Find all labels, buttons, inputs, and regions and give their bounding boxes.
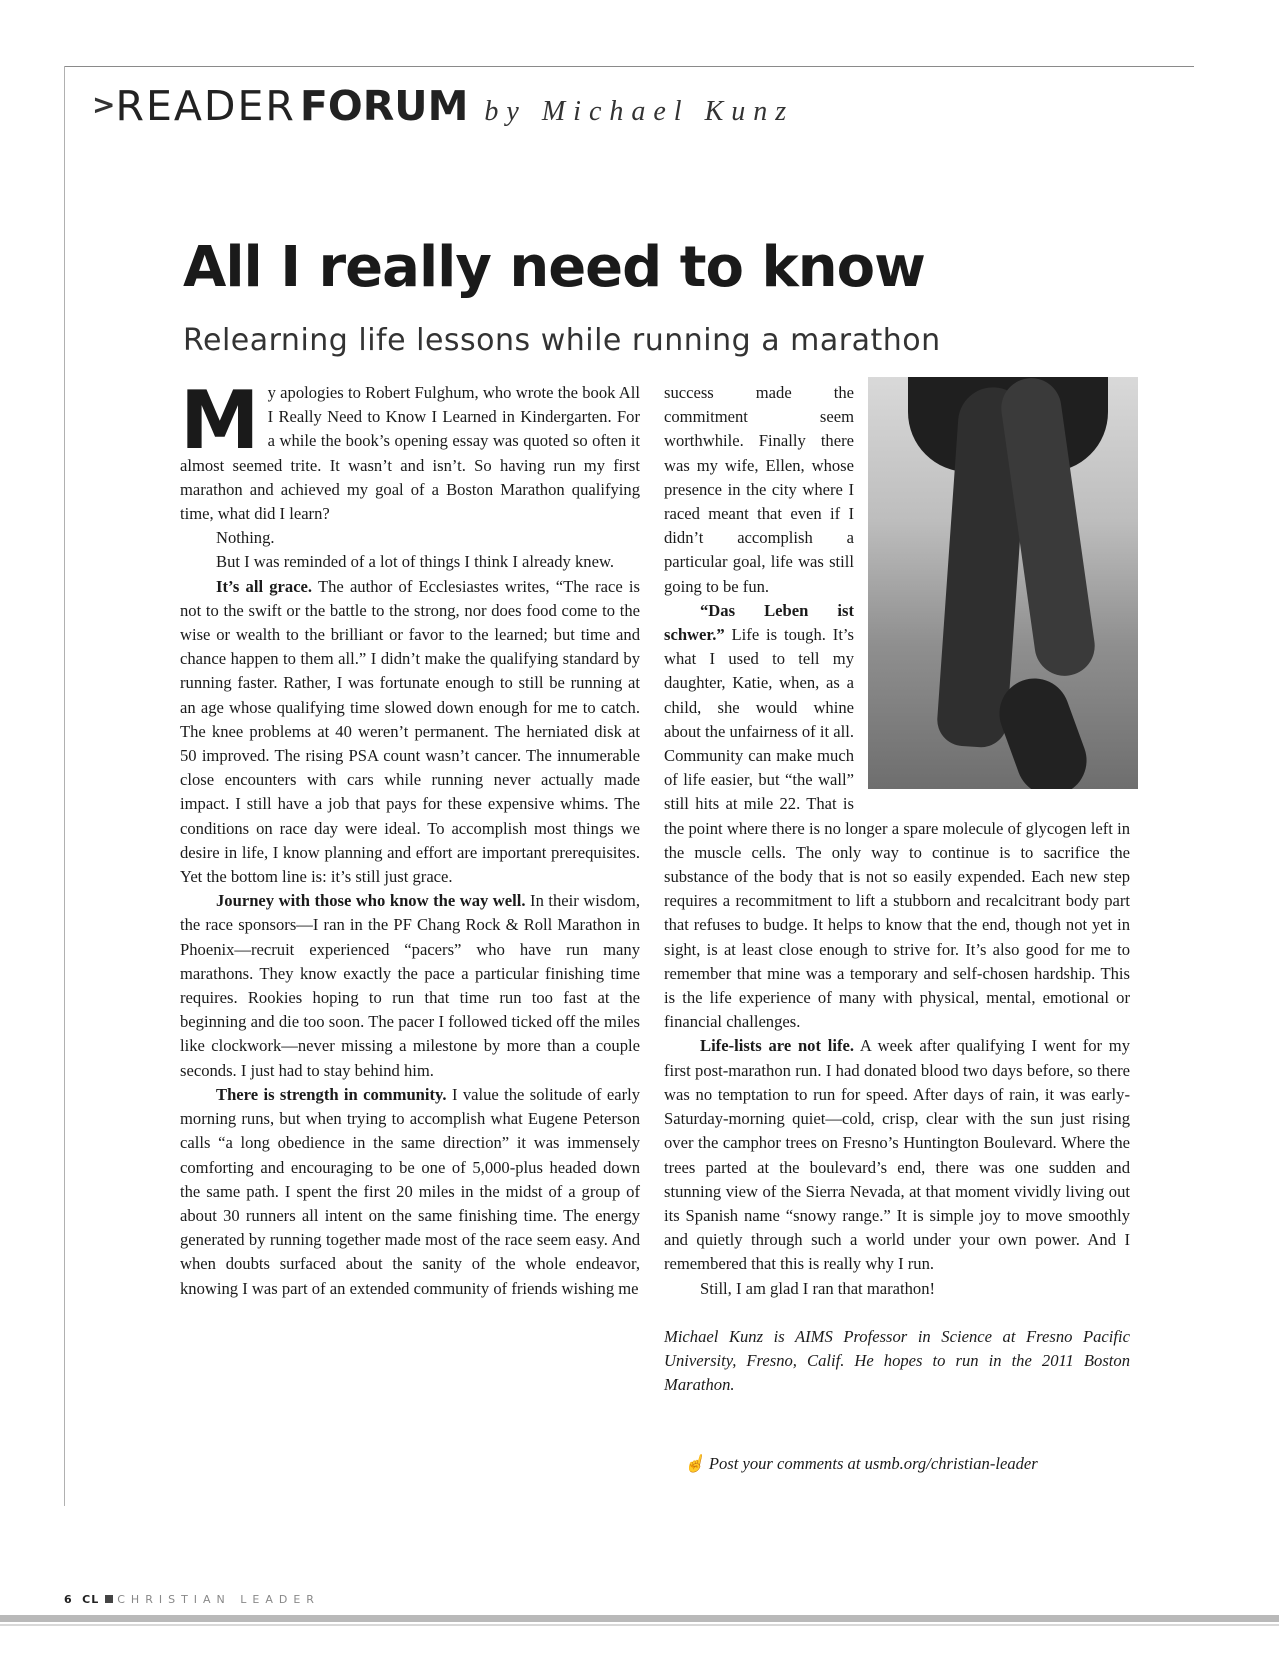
- article-subhead: Relearning life lessons while running a marathon: [183, 323, 941, 358]
- paragraph: [664, 1034, 1130, 1276]
- paragraph-text: I value the solitude of early morning runs, but when trying to accomplish what Eugene Peterson calls “a long obedience in the same direction” it was immensely comforting and encouraging to be one of 5,000-plus headed down the same path. I spent the first 20 miles in the midst of a group of about 30 runners all intent on the same finishing time. The energy generated by running together made most of the race seem easy. And when doubts surfaced about the sanity of the whole endeavor, knowing I was part of an extended community of friends wishing me: [180, 1084, 641, 1298]
- section-header: [92, 82, 795, 130]
- paragraph: [180, 1083, 640, 1301]
- paragraph: [180, 889, 640, 1083]
- paragraph-intro: [180, 374, 640, 526]
- paragraph-text: y apologies to Robert Fulghum, who wrote the book All I Really Need to Know I Learned in Kindergarten. For a while the book’s opening essay was quoted so often it almost seemed trite. It wasn’t and isn’t. So having run my first marathon and achieved my goal of a Boston Marathon qualifying time, what did I learn?: [180, 383, 640, 524]
- section-label-forum: FORUM: [299, 82, 469, 130]
- paragraph-lead: Journey with those who know the way well.: [216, 891, 526, 911]
- comment-link-text: Post your comments at usmb.org/christian-leader: [708, 1454, 1038, 1473]
- author-bio: Michael Kunz is AIMS Professor in Science at Fresno Pacific University, Fresno, Calif. He hopes to run in the 2011 Boston Marathon.: [664, 1326, 1130, 1395]
- page-footer: [64, 1593, 320, 1606]
- paragraph-text: In their wisdom, the race sponsors—I ran in the PF Chang Rock & Roll Marathon in Phoenix—recruit experienced “pacers” who have run many marathons. They know exactly the pace a particular finishing time requires. Rookies hoping to run that time run too fast at the beginning and die too soon. The pacer I followed ticked off the miles like clockwork—never missing a milestone by more than a couple seconds. I just had to stay behind him.: [180, 891, 640, 1080]
- runner-photo: [868, 377, 1138, 789]
- paragraph-text: Life is tough. It’s what I used to tell my daughter, Katie, when, as a child, she would whine about the unfairness of it all. Community can make much of life easier, but “the wall” still hits at mile 22. That is the point where there is no longer a spare molecule of glycogen left in the muscle cells. The only way to continue is to sacrifice the substance of the body that is not so easily expended. Each new step requires a recommitment to lift a stubborn and recalcitrant body part that refuses to budge. It helps to know that the end, though not yet in sight, is at least close enough to strive for. It’s also good for me to remember that mine was a temporary and self-chosen hardship. This is the life experience of many with physical, mental, emotional or financial challenges.: [664, 625, 1130, 1032]
- bottom-bar-thin: [0, 1624, 1279, 1626]
- section-arrow: >: [92, 88, 116, 121]
- mouse-icon: ☝: [684, 1454, 705, 1473]
- paragraph-text: A week after qualifying I went for my first post-marathon run. I had donated blood two days before, so there was no temptation to run for speed. After days of rain, it was early-Saturday-morning quiet—cold, crisp, clear with the sun just rising over the camphor trees on Fresno’s Huntington Boulevard. Where the trees parted at the boulevard’s end, there was one sudden and stunning view of the Sierra Nevada, at that moment vividly living out its Spanish name “snowy range.” It is simple joy to move smoothly and quietly through such a world under your own power. And I remembered that this is really why I run.: [664, 1036, 1130, 1274]
- paragraph: success made the commitment seem worthwhile. Finally there was my wife, Ellen, whose presence in the city where I raced meant that even if I didn’t accomplish a particular goal, life was still going to be fun.: [664, 383, 854, 596]
- author-byline: by Michael Kunz: [484, 96, 795, 127]
- paragraph: [180, 575, 640, 890]
- article-column-left: [180, 374, 641, 1301]
- drop-cap: M: [180, 374, 260, 467]
- square-icon: [105, 1595, 113, 1603]
- paragraph-lead: There is strength in community.: [216, 1084, 447, 1104]
- comment-link[interactable]: [684, 1454, 1038, 1474]
- footer-title: CHRISTIAN LEADER: [117, 1593, 320, 1606]
- article-column-right: [664, 381, 1130, 1397]
- paragraph: Nothing.: [216, 528, 275, 548]
- paragraph-lead: “Das Leben ist schwer.”: [664, 600, 854, 645]
- left-rule: [64, 66, 65, 1506]
- footer-logo: CL: [82, 1593, 100, 1606]
- paragraph: But I was reminded of a lot of things I think I already knew.: [216, 552, 614, 572]
- paragraph-lead: It’s all grace.: [216, 576, 313, 596]
- paragraph-lead: Life-lists are not life.: [700, 1036, 855, 1056]
- bottom-bar: [0, 1615, 1279, 1622]
- paragraph-text: The author of Ecclesiastes writes, “The race is not to the swift or the battle to the strong, nor does food come to the wise or wealth to the brilliant or favor to the learned; but time and chance happen to them all.” I didn’t make the qualifying standard by running faster. Rather, I was fortunate enough to still be running at an age whose qualifying time slowed down enough for me to catch. The knee problems at 40 weren’t permanent. The herniated disk at 50 improved. The rising PSA count wasn’t cancer. The innumerable close encounters with cars while running never actually made impact. I still have a job that pays for these expensive whims. The conditions on race day were ideal. To accomplish most things we desire in life, I know planning and effort are important prerequisites. Yet the bottom line is: it’s still just grace.: [180, 576, 640, 887]
- article-headline: All I really need to know: [183, 235, 925, 300]
- page-number: 6: [64, 1593, 73, 1606]
- top-rule: [64, 66, 1194, 67]
- section-label-reader: READER: [115, 82, 296, 130]
- paragraph: Still, I am glad I ran that marathon!: [700, 1278, 936, 1298]
